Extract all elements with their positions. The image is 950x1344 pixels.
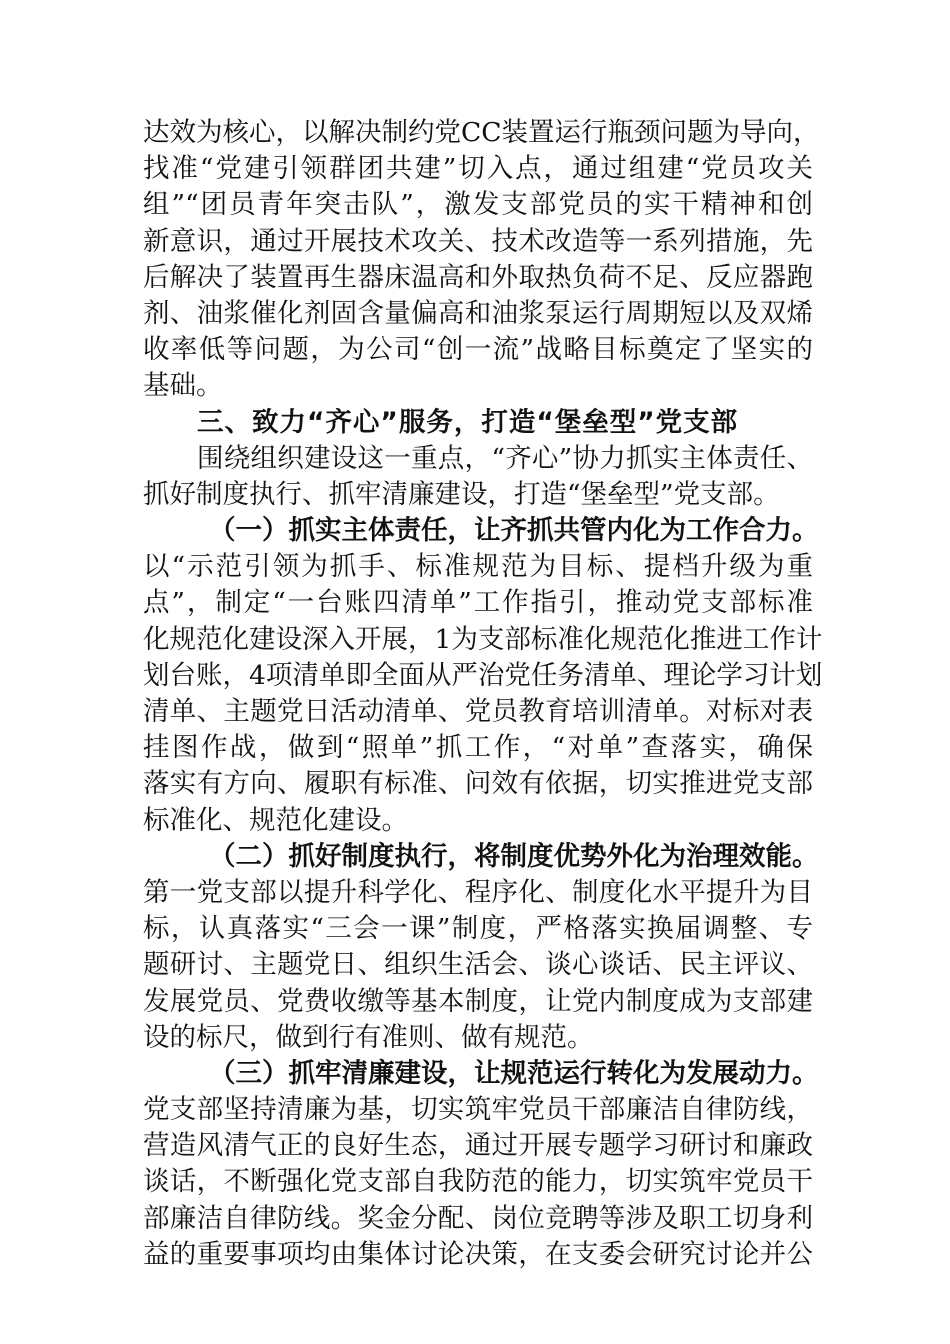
section-3 [143,405,813,514]
item-title: （二）抓好制度执行，将制度优势外化为治理效能。 [209,840,819,872]
text-line: 以“示范引领为抓手、标准规范为目标、提档升级为重 [143,551,813,583]
text-line: 达效为核心，以解决制约党CC装置运行瓶颈问题为导向， [143,117,820,148]
text-line: 标准化、规范化建设。 [143,804,408,836]
text-line: 营造风清气正的良好生态，通过开展专题学习研讨和廉政 [143,1130,813,1162]
text-line: 落实有方向、履职有标准、问效有依据，切实推进党支部 [143,768,813,800]
item-title: （三）抓牢清廉建设，让规范运行转化为发展动力。 [209,1057,819,1089]
document-body [143,115,823,1273]
item-2 [143,839,819,1056]
item-title: （一）抓实主体责任，让齐抓共管内化为工作合力。 [209,515,819,547]
item-3 [143,1056,819,1273]
text-line: 部廉洁自律防线。奖金分配、岗位竞聘等涉及职工切身利 [143,1202,813,1234]
text-line: 围绕组织建设这一重点，“齐心”协力抓实主体责任、 [197,442,813,474]
text-line: 清单、主题党日活动清单、党员教育培训清单。对标对表 [143,696,813,727]
text-line: 党支部坚持清廉为基，切实筑牢党员干部廉洁自律防线， [143,1094,813,1126]
text-line: 抓好制度执行、抓牢清廉建设，打造“堡垒型”党支部。 [143,478,780,510]
text-line: 谈话，不断强化党支部自我防范的能力，切实筑牢党员干 [143,1166,813,1198]
text-line: 收率低等问题，为公司“创一流”战略目标奠定了坚实的 [143,334,813,366]
text-line: 设的标尺，做到行有准则、做有规范。 [143,1021,594,1053]
text-line: 基础。 [143,370,223,402]
paragraph-intro [143,115,820,405]
text-line: 标，认真落实“三会一课”制度，严格落实换届调整、专 [143,913,813,945]
text-line: 组”“团员青年突击队”，激发支部党员的实干精神和创 [143,189,813,221]
text-line: 挂图作战，做到“照单”抓工作，“对单”查落实，确保 [143,732,813,764]
text-line: 划台账，4项清单即全面从严治党任务清单、理论学习计划 [143,659,823,691]
item-1 [143,513,823,839]
text-line: 后解决了装置再生器床温高和外取热负荷不足、反应器跑 [143,261,813,293]
text-line: 找准“党建引领群团共建”切入点，通过组建“党员攻关 [143,153,813,185]
section-heading: 三、致力“齐心”服务，打造“堡垒型”党支部 [197,406,739,438]
text-line: 点”，制定“一台账四清单”工作指引，推动党支部标准 [143,587,813,619]
text-line: 新意识，通过开展技术攻关、技术改造等一系列措施，先 [143,225,813,257]
text-line: 剂、油浆催化剂固含量偏高和油浆泵运行周期短以及双烯 [143,297,813,329]
text-line: 益的重要事项均由集体讨论决策，在支委会研究讨论并公 [143,1238,813,1270]
text-line: 第一党支部以提升科学化、程序化、制度化水平提升为目 [143,876,813,908]
text-line: 化规范化建设深入开展，1为支部标准化规范化推进工作计 [143,623,823,655]
text-line: 题研讨、主题党日、组织生活会、谈心谈话、民主评议、 [143,949,813,981]
text-line: 发展党员、党费收缴等基本制度，让党内制度成为支部建 [143,985,813,1017]
